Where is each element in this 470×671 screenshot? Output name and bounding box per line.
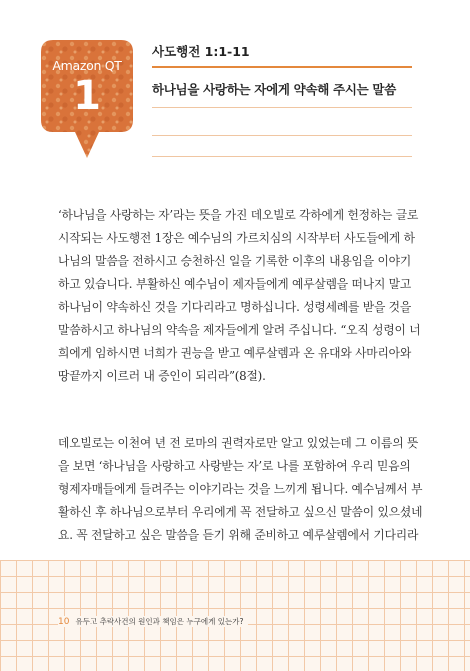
book-title: 유두고 추락사건의 원인과 책임은 누구에게 있는가? [75, 617, 244, 626]
text-line: 활하신 후 하나님으로부터 우리에게 꼭 전달하고 싶으신 말씀이 있으셨네 [58, 505, 423, 519]
text-line: 나님의 말씀을 전하시고 승천하신 일을 기록한 이후의 내용임을 이야기 [58, 254, 412, 268]
badge-label: Amazon QT [52, 58, 122, 73]
text-line: 하나님이 약속하신 것을 기다리라고 명하십니다. 성령세례를 받을 것을 [58, 300, 412, 314]
text-line: 하고 있습니다. 부활하신 예수님이 제자들에게 예루살렘을 떠나지 말고 [58, 277, 412, 291]
text-line: 요. 꼭 전달하고 싶은 말씀을 듣기 위해 준비하고 예루살렘에서 기다리라 [58, 528, 419, 542]
text-line: 형제자매들에게 들려주는 이야기라는 것을 느끼게 됩니다. 예수님께서 부 [58, 482, 423, 496]
text-line: 데오빌로는 이천여 년 전 로마의 권력자로만 알고 있었는데 그 이름의 뜻 [58, 436, 419, 450]
text-line: 을 보면 ‘하나님을 사랑하고 사랑받는 자’로 나를 포함하여 우리 믿음의 [58, 459, 411, 473]
paragraph-1 [58, 204, 421, 388]
text-line: 땅끝까지 이르러 내 증인이 되리라”(8절). [58, 369, 266, 383]
text-line: ‘하나님을 사랑하는 자’라는 뜻을 가진 데오빌로 각하에게 헌정하는 글로 [58, 208, 419, 222]
text-line: 시작되는 사도행전 1장은 예수님의 가르치심의 시작부터 사도들에게 하 [58, 231, 415, 245]
text-line: 말씀하시고 하나님의 약속을 제자들에게 알려 주십니다. “오직 성령이 너 [58, 323, 421, 337]
title-rule-2 [152, 135, 412, 136]
amazon-qt-badge [41, 40, 133, 158]
text-line: 희에게 임하시면 너희가 권능을 받고 예루살렘과 온 유대와 사마리아와 [58, 346, 412, 360]
page-footer [58, 616, 248, 627]
title-rule-3 [152, 156, 412, 157]
passage-reference: 사도행전 1:1-11 [152, 44, 250, 59]
page-number: 10 [58, 616, 70, 627]
chapter-title: 하나님을 사랑하는 자에게 약속해 주시는 말씀 [152, 82, 396, 97]
heading-block [152, 42, 412, 62]
title-rule-1 [152, 107, 412, 108]
badge-number: 1 [73, 73, 101, 119]
paragraph-2 [58, 432, 423, 547]
heading-divider [152, 66, 412, 68]
